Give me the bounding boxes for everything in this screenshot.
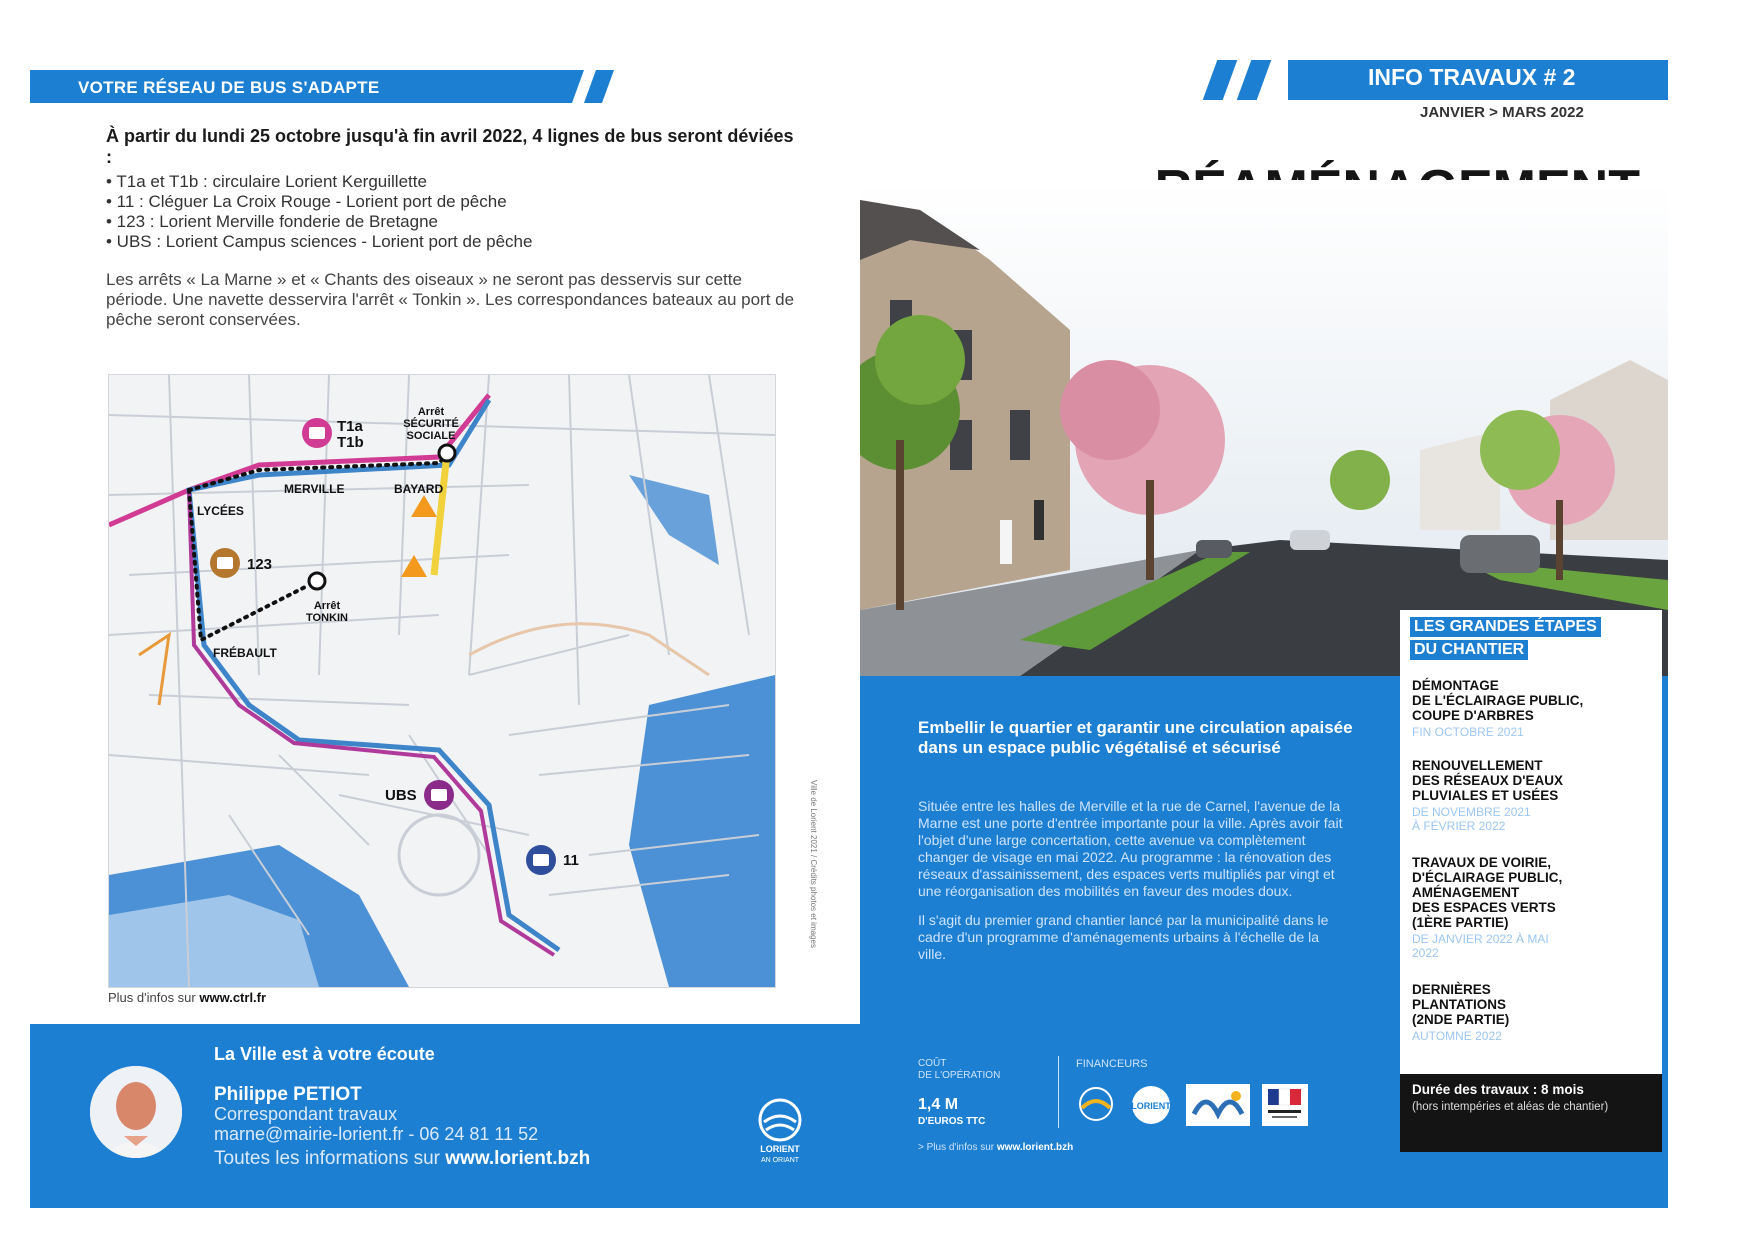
avatar — [90, 1066, 182, 1158]
step-title: DÉMONTAGE DE L'ÉCLAIRAGE PUBLIC, COUPE D'ARBRES — [1412, 678, 1584, 723]
cost-label — [918, 1058, 1000, 1082]
cost-value: 1,4 M — [918, 1096, 959, 1113]
lorient-link[interactable]: www.lorient.bzh — [445, 1148, 591, 1169]
step-date: DE JANVIER 2022 À MAI 2022 — [1412, 932, 1549, 960]
left-banner-title: VOTRE RÉSEAU DE BUS S'ADAPTE — [78, 78, 380, 97]
stop-securite-sociale — [439, 445, 455, 461]
map-label-sociale: SOCIALE — [406, 430, 456, 442]
step-date: AUTOMNE 2022 — [1412, 1029, 1502, 1043]
contact-role: Correspondant travaux — [214, 1104, 398, 1124]
duration-title: Durée des travaux : 8 mois — [1412, 1082, 1584, 1097]
cost-label-line: DE L'OPÉRATION — [918, 1070, 1001, 1081]
step-date: FIN OCTOBRE 2021 — [1412, 725, 1524, 739]
list-item: • 11 : Cléguer La Croix Rouge - Lorient port de pêche — [106, 192, 507, 211]
period: JANVIER > MARS 2022 — [1420, 104, 1584, 121]
body-paragraph: Il s'agit du premier grand chantier lancé par la municipalité dans le cadre d'un programme d'aménagements urbains à l'échelle de la ville. — [918, 912, 1329, 962]
step-title: RENOUVELLEMENT DES RÉSEAUX D'EAUX PLUVIALES ET USÉES — [1412, 758, 1563, 803]
contact-name: Philippe PETIOT — [214, 1084, 362, 1105]
logo-text: LORIENT — [760, 1144, 800, 1154]
footer-heading: La Ville est à votre écoute — [214, 1044, 435, 1064]
bus-lines-list — [106, 172, 786, 252]
map-label-frebault: FRÉBAULT — [213, 646, 277, 660]
duration-note: (hors intempéries et aléas de chantier) — [1412, 1101, 1609, 1113]
body-paragraph: Située entre les halles de Merville et la rue de Carnel, l'avenue de la Marne est une porte d'entrée importante pour la ville. Après avoir fait l'objet d'une large concertation, cette avenue va complètement changer de visage en mai 2022. Au programme : la rénovation des réseaux d'assainissement, des espaces verts multipliés par vingt et une réorganisation des mobilités en faveur des modes doux. — [918, 798, 1343, 899]
more-info-link[interactable]: www.lorient.bzh — [996, 1142, 1074, 1153]
map-label-123: 123 — [247, 556, 273, 573]
steps-title-line: LES GRANDES ÉTAPES — [1410, 617, 1601, 637]
map-label-tonkin: TONKIN — [306, 612, 348, 624]
bus-note: Les arrêts « La Marne » et « Chants des oiseaux » ne seront pas desservis sur cette période. Une navette desservira l'arrêt « Tonkin ». Les correspondances bateaux au port de pêche seront conservées. — [106, 270, 795, 329]
step-item — [1412, 758, 1662, 833]
contact-details[interactable]: marne@mairie-lorient.fr - 06 24 81 11 52 — [214, 1124, 539, 1144]
map-label-ubs: UBS — [385, 787, 417, 804]
list-item: • T1a et T1b : circulaire Lorient Kerguillette — [106, 172, 427, 191]
step-item — [1412, 982, 1662, 1043]
funder-logo-morbihan — [1186, 1084, 1250, 1126]
divider — [1058, 1056, 1059, 1128]
logo-subtext: AN ORIANT — [760, 1157, 800, 1164]
avenue-illustration — [860, 180, 1668, 676]
detour-map — [108, 374, 776, 988]
funder-lorient-text: LORIENT — [1131, 1101, 1171, 1111]
lead-text: Embellir le quartier et garantir une circulation apaisée dans un espace public végétalisé et sécurisé — [918, 718, 1353, 757]
map-label-11: 11 — [563, 852, 579, 869]
cost-unit: D'EUROS TTC — [918, 1116, 986, 1127]
vertical-credit: Ville de Lorient 2021 / Crédits photos et images — [809, 780, 818, 948]
funder-logo-etat — [1262, 1084, 1308, 1126]
info-prefix: Toutes les informations sur — [214, 1148, 446, 1169]
funder-logo-agglo — [1076, 1084, 1116, 1126]
map-label-t1a: T1a — [337, 418, 363, 435]
funder-logo-lorient — [1128, 1084, 1174, 1126]
map-label-bayard: BAYARD — [394, 482, 444, 496]
info-travaux-title: INFO TRAVAUX # 2 — [1368, 64, 1576, 90]
map-svg — [109, 375, 775, 987]
steps-title-line: DU CHANTIER — [1410, 640, 1528, 660]
map-label-lycees: LYCÉES — [197, 504, 244, 518]
map-label-arret-tonkin: Arrêt — [313, 600, 341, 612]
more-info — [918, 1142, 1073, 1153]
more-info-prefix: > Plus d'infos sur — [918, 1142, 997, 1153]
financeurs-label: FINANCEURS — [1076, 1058, 1148, 1070]
banner-stripe — [584, 70, 614, 103]
step-date: DE NOVEMBRE 2021 À FÉVRIER 2022 — [1412, 805, 1531, 833]
cost-label-line: COÛT — [918, 1058, 947, 1069]
list-item: • UBS : Lorient Campus sciences - Lorient port de pêche — [106, 232, 533, 251]
stop-tonkin — [309, 573, 325, 589]
map-label-securite: SÉCURITÉ — [403, 418, 459, 430]
map-credit — [108, 990, 266, 1005]
banner-stripe — [1237, 60, 1272, 100]
step-item — [1412, 678, 1662, 739]
map-label-merville: MERVILLE — [284, 482, 345, 496]
info-line — [214, 1148, 590, 1170]
ctrl-link[interactable]: www.ctrl.fr — [199, 990, 267, 1005]
steps-title — [1410, 617, 1601, 660]
map-label-arret: Arrêt — [417, 406, 445, 418]
list-item: • 123 : Lorient Merville fonderie de Bretagne — [106, 212, 438, 231]
step-item — [1412, 855, 1662, 960]
step-title: DERNIÈRES PLANTATIONS (2NDE PARTIE) — [1412, 982, 1510, 1027]
map-label-t1b: T1b — [337, 434, 364, 451]
intro-text: À partir du lundi 25 octobre jusqu'à fin avril 2022, 4 lignes de bus seront déviées : — [106, 126, 794, 167]
map-credit-prefix: Plus d'infos sur — [108, 990, 200, 1005]
body-text — [918, 798, 1348, 963]
step-title: TRAVAUX DE VOIRIE, D'ÉCLAIRAGE PUBLIC, AMÉNAGEMENT DES ESPACES VERTS (1ÈRE PARTIE) — [1412, 855, 1563, 930]
banner-stripe — [1203, 60, 1238, 100]
lorient-logo — [752, 1096, 808, 1166]
